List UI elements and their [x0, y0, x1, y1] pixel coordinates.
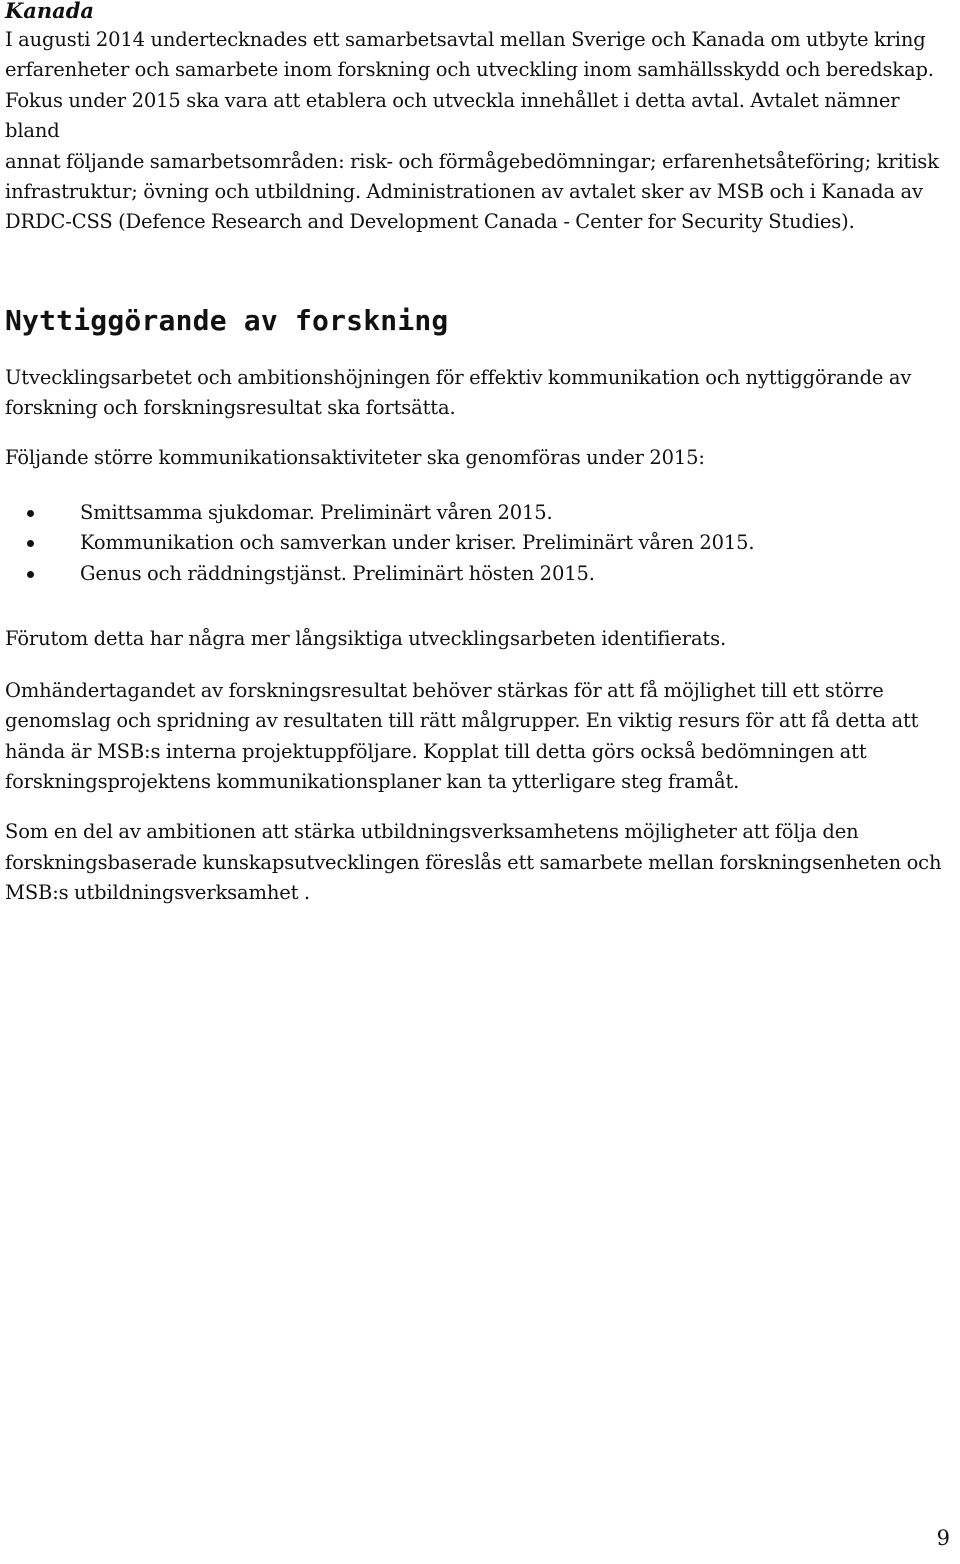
text-line: hända är MSB:s interna projektuppföljare. Kopplat till detta görs också bedömningen att [5, 739, 867, 763]
text-line: infrastruktur; övning och utbildning. Administrationen av avtalet sker av MSB och i Kanada av [5, 180, 923, 204]
text-line: forskningsbaserade kunskapsutvecklingen föreslås ett samarbete mellan forskningsenheten och [5, 850, 942, 874]
list-item [5, 498, 953, 528]
text-line: forskningsprojektens kommunikationsplaner kan ta ytterligare steg framåt. [5, 769, 740, 793]
education-paragraph [5, 817, 953, 908]
text-line: DRDC-CSS (Defence Research and Development Canada - Center for Security Studies). [5, 210, 855, 234]
text-line: I augusti 2014 undertecknades ett samarbetsavtal mellan Sverige och Kanada om utbyte kring [5, 28, 926, 51]
text-line: genomslag och spridning av resultaten till rätt målgrupper. En viktig resurs för att få detta att [5, 709, 919, 733]
activities-list [5, 498, 953, 589]
list-intro-paragraph: Följande större kommunikationsaktiviteter ska genomföras under 2015: [5, 445, 705, 469]
text-line: Som en del av ambitionen att stärka utbildningsverksamhetens möjligheter att följa den [5, 820, 859, 844]
text-line: Fokus under 2015 ska vara att etablera och utveckla innehållet i detta avtal. Avtalet nämner bland [5, 88, 900, 143]
heading-nyttiggorande: Nyttiggörande av forskning [5, 303, 449, 337]
page-number: 9 [936, 1526, 950, 1550]
list-item [5, 559, 953, 589]
handling-paragraph [5, 676, 953, 798]
list-item-label: Smittsamma sjukdomar. Preliminärt våren 2015. [80, 501, 553, 525]
text-line: forskning och forskningsresultat ska fortsätta. [5, 396, 456, 420]
list-item-label: Genus och räddningstjänst. Preliminärt hösten 2015. [80, 561, 595, 585]
list-item-label: Kommunikation och samverkan under kriser. Preliminärt våren 2015. [80, 531, 755, 555]
bullet-icon [27, 540, 34, 547]
text-line: Omhändertagandet av forskningsresultat behöver stärkas för att få möjlighet till ett större [5, 678, 884, 702]
text-line: Utvecklingsarbetet och ambitionshöjningen för effektiv kommunikation och nyttiggörande av [5, 365, 912, 389]
bullet-icon [27, 571, 34, 578]
bullet-icon [27, 510, 34, 517]
document-page [5, 0, 953, 909]
long-term-paragraph: Förutom detta har några mer långsiktiga utvecklingsarbeten identifierats. [5, 627, 727, 651]
text-line: erfarenheter och samarbete inom forskning och utveckling inom samhällsskydd och beredskap. [5, 58, 934, 82]
text-line: MSB:s utbildningsverksamhet . [5, 881, 310, 905]
intro-paragraph [5, 363, 953, 424]
text-line: annat följande samarbetsområden: risk- och förmågebedömningar; erfarenhetsåteföring; kritisk [5, 149, 939, 173]
kanada-paragraph [5, 25, 953, 238]
section-title-kanada: Kanada [5, 0, 95, 23]
list-item [5, 528, 953, 558]
